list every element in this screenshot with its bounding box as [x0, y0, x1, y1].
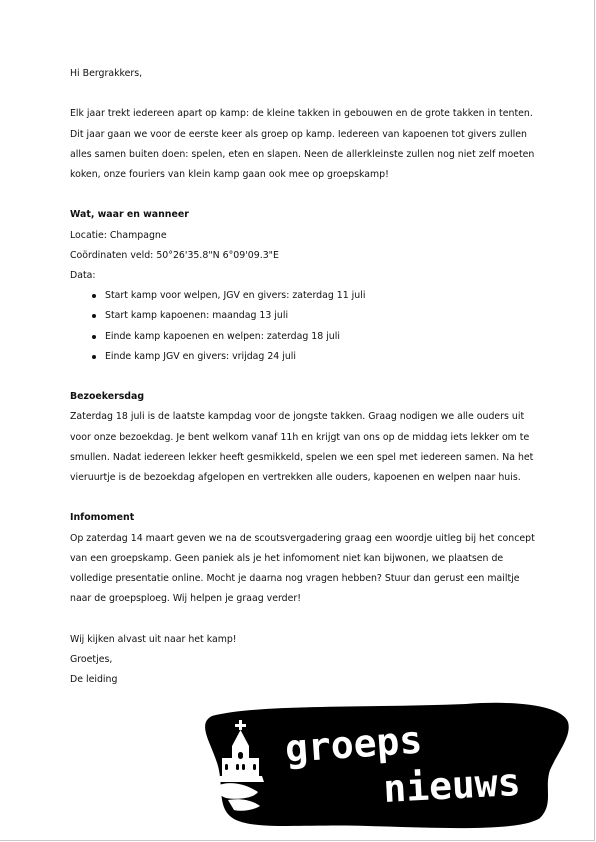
- greeting: Hi Bergrakkers,: [70, 68, 143, 79]
- letter-body: [70, 64, 540, 690]
- coordinates-line: Coördinaten veld: 50°26'35.8"N 6°09'09.3"E: [70, 249, 279, 261]
- list-item: Einde kamp kapoenen en welpen: zaterdag 18 juli: [70, 327, 540, 347]
- groepsnieuws-logo: [198, 700, 570, 832]
- info-moment-paragraph: Op zaterdag 14 maart geven we na de scoutsvergadering graag een woordje uitleg bij het concept van een groepskamp. Geen paniek als je het infomoment niet kan bijwonen, we plaatsen de volledige presentatie online. Mocht je daarna nog vragen hebben? Stuur dan gerust een mailtje naar de groepsploeg. Wij helpen je graag verder!: [70, 532, 535, 605]
- section-heading-details: Wat, waar en wanneer: [70, 209, 189, 221]
- closing-line: Wij kijken alvast uit naar het kamp!: [70, 633, 237, 645]
- logo-word-groeps: groeps: [283, 717, 424, 771]
- dates-list: [70, 286, 540, 367]
- intro-paragraph: Elk jaar trekt iedereen apart op kamp: de kleine takken in gebouwen en de grote takken in tenten. Dit jaar gaan we voor de eerste keer als groep op kamp. Iedereen van kapoenen tot givers zullen alles samen buiten doen: spelen, eten en slapen. Neen de allerkleinste zullen nog niet zelf moeten koken, onze fouriers van klein kamp gaan ook mee op groepskamp!: [70, 108, 535, 180]
- list-item: Start kamp kapoenen: maandag 13 juli: [70, 306, 540, 326]
- visitors-day-paragraph: Zaterdag 18 juli is de laatste kampdag voor de jongste takken. Graag nodigen we alle ouders uit voor onze bezoekdag. Je bent welkom vanaf 11h en krijgt van ons op de middag iets lekker om te smullen. Nadat iedereen lekker heeft gesmikkeld, spelen we een spel met iedereen samen. Na het vieruurtje is de bezoekdag afgelopen en vertrekken alle ouders, kapoenen en welpen naar huis.: [70, 411, 534, 484]
- section-heading-info-moment: Infomoment: [70, 512, 135, 524]
- list-item: Start kamp voor welpen, JGV en givers: zaterdag 11 juli: [70, 286, 540, 306]
- signoff-line: Groetjes,: [70, 653, 113, 665]
- logo-graphic: [198, 700, 570, 832]
- section-heading-visitors-day: Bezoekersdag: [70, 391, 145, 403]
- logo-word-nieuws: nieuws: [382, 759, 522, 811]
- location-line: Locatie: Champagne: [70, 229, 167, 241]
- list-item: Einde kamp JGV en givers: vrijdag 24 juli: [70, 347, 540, 367]
- signature-line: De leiding: [70, 674, 118, 686]
- dates-label: Data:: [70, 270, 96, 281]
